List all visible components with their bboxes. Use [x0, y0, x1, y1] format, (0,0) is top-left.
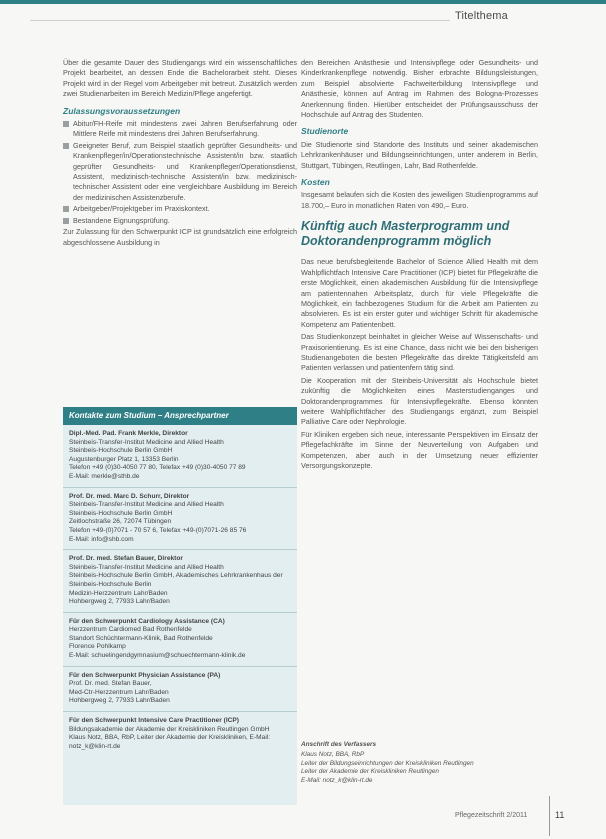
email-link[interactable]: E-Mail: merkle@sthb.de [69, 472, 140, 480]
contact-entry: Für den Schwerpunkt Intensive Care Practitioner (ICP) Bildungsakademie der Akademie der Kreiskliniken Reutlingen GmbH Klaus Notz, BBA, RbP, Leiter der Akademie der Kreiskliniken, E-Mail: notz_k@klin-rt.de [63, 712, 297, 756]
list-item: Bestandene Eignungsprüfung. [63, 216, 297, 226]
contacts-box-title: Kontakte zum Studium – Ansprechpartner [63, 407, 297, 425]
left-column [63, 58, 297, 250]
prereq-heading: Zulassungsvoraussetzungen [63, 105, 181, 116]
email-link[interactable]: Klaus Notz, BBA, RbP, Leiter der Akademie der Kreiskliniken, E-Mail: notz_k@klin-rt.de [69, 734, 271, 750]
cost-paragraph: Insgesamt belaufen sich die Kosten des jeweiligen Studienprogramms auf 18.700,– Euro in monatlichen Raten von 490,– Euro. [301, 190, 538, 210]
sites-paragraph: Die Studienorte sind Standorte des Instituts und seiner akademischen Lehrkrankenhäuser und Bildungseinrichtungen, unter anderem in Berlin, Stuttgart, Tübingen, Reutlingen, Lahr, Bad Rothenfelde. [301, 139, 538, 170]
contact-entry: Prof. Dr. med. Stefan Bauer, Direktor Steinbeis-Transfer-Institut Medicine and Allied Health Steinbeis-Hochschule Berlin GmbH, Akademisches Lehrkrankenhaus der Steinbeis-Hochschule Berlin Medizin-Herzzentrum Lahr/Baden Hohbergweg 2, 77933 Lahr/Baden [63, 550, 297, 613]
top-accent-bar [0, 0, 606, 4]
email-link[interactable]: E-Mail: info@shb.com [69, 535, 134, 543]
closing-paragraph: Zur Zulassung für den Schwerpunkt ICP ist grundsätzlich eine erfolgreich abgeschlossene Ausbildung in [63, 227, 297, 247]
list-item: Abitur/FH-Reife mit mindestens zwei Jahren Berufserfahrung oder Mittlere Reife mit mindestens drei Jahren Berufserfahrung. [63, 119, 297, 140]
article-subheadline: Künftig auch Masterprogramm und Doktorandenprogramm möglich [301, 219, 510, 249]
contact-entry: Prof. Dr. med. Marc D. Schurr, Direktor Steinbeis-Transfer-Institut Medicine and Allied Health Steinbeis-Hochschule Berlin GmbH Zeitlochstraße 26, 72074 Tübingen Telefon +49-(0)7071 - 70 57 6, Telefax +49-(0)7071-26 85 76 E-Mail: info@shb.com [63, 488, 297, 551]
continued-paragraph: den Bereichen Anästhesie und Intensivpflege oder Gesundheits- und Kinderkrankenpflege notwendig. Bisher erbrachte Bildungsleistungen, zum Beispiel absolvierte Fachweiterbildung Intensivpflege und Anästhesie, können auf Antrag im Rahmen des Bologna-Prozesses Anerkennung finden. Hierüber entscheidet der Prüfungsausschuss der Hochschule auf Antrag des Studenten. [301, 58, 538, 120]
list-item: Geeigneter Beruf, zum Beispiel staatlich geprüfter Gesundheits- und Krankenpfleger/in/Operationstechnische Assistent/in bzw. staatlich geprüfter Gesundheits- und Krankenpfleger/Operationsdienst, Assistent, medizinisch-technische Assistent/in bzw. medizinisch-technischer Assistent oder eine vergleichbare Ausbildung im Bereich der medizinischen Assistenzberufe. [63, 141, 297, 203]
bullet-square-icon [63, 121, 69, 127]
bullet-square-icon [63, 206, 69, 212]
header-rule [30, 20, 450, 21]
contacts-box [63, 407, 297, 805]
body-paragraph: Die Kooperation mit der Steinbeis-Universität als Hochschule bietet zukünftig die Möglichkeiten eines Masterstudienganges und Doktorandenprogrammes für Intensivpflegekräfte. Ebenso könnten weitere Wahlpflichtfächer des Studiengangs ergänzt, zum Beispiel Palliative Care oder Nephrologie. [301, 375, 538, 427]
contact-entry: Dipl.-Med. Pad. Frank Merkle, Direktor Steinbeis-Transfer-Institut Medicine and Allied Health Steinbeis-Hochschule Berlin GmbH Augustenburger Platz 1, 13353 Berlin Telefon +49 (0)30-4050 77 80, Telefax +49 (0)30-4050 77 89 E-Mail: merkle@sthb.de [63, 425, 297, 488]
body-paragraph: Das neue berufsbegleitende Bachelor of Science Allied Health mit dem Wahlpflichtfach Intensive Care Practitioner (ICP) bietet für Pflegekräfte die erste Möglichkeit, einen akademischen Ausbildung für die Intensivpflege am patientennahen Arbeitsplatz, durch für viele Pflegekräfte die Möglichkeit, ein fachbezogenes Studium für die Arbeit am Patienten zu absolvieren. Es ist ein erster guter und wichtiger Schritt für akademische Kompetenz am Patientenbett. [301, 257, 538, 329]
contact-entry: Für den Schwerpunkt Cardiology Assistance (CA) Herzzentrum Cardiomed Bad Rothenfelde Standort Schüchtermann-Klinik, Bad Rothenfelde Florence Pohlkamp E-Mail: schuelingendgymnasium@schuechtermann-klinik.de [63, 613, 297, 667]
list-item: Arbeitgeber/Projektgeber im Praxiskontext. [63, 204, 297, 214]
journal-footer: Pflegezeitschrift 2/2011 [455, 812, 528, 819]
section-label: Titelthema [455, 10, 508, 22]
page-number: 11 [555, 810, 565, 820]
right-column [301, 58, 538, 473]
email-link[interactable]: E-Mail: schuelingendgymnasium@schuechtermann-klinik.de [69, 652, 246, 660]
bullet-square-icon [63, 143, 69, 149]
email-link[interactable]: E-Mail: notz_k@klin-rt.de [301, 776, 373, 784]
footer-divider [549, 796, 550, 836]
bullet-square-icon [63, 218, 69, 224]
author-label: Anschrift des Verfassers [301, 741, 377, 748]
cost-heading: Kosten [301, 177, 330, 188]
sites-heading: Studienorte [301, 126, 349, 137]
contact-entry: Für den Schwerpunkt Physician Assistance (PA) Prof. Dr. med. Stefan Bauer, Med-Ctr-Herzzentrum Lahr/Baden Hohbergweg 2, 77933 Lahr/Baden [63, 667, 297, 712]
intro-paragraph: Über die gesamte Dauer des Studiengangs wird ein wissenschaftliches Projekt bearbeitet, an dessen Ende die Bachelorarbeit steht. Dieses Projekt wird in der Regel vom Arbeitgeber mit betreut. Zusätzlich werden zwei Studienarbeiten im Bereich Medizin/Pflege angefertigt. [63, 58, 297, 99]
body-paragraph: Für Kliniken ergeben sich neue, interessante Perspektiven im Einsatz der Pflegefachkräfte im Sinne der Neuverteilung von Aufgaben und Kompetenzen, aber auch in der Umsetzung neuer effizienter Versorgungskonzepte. [301, 429, 538, 470]
body-paragraph: Das Studienkonzept beinhaltet in gleicher Weise auf Wissenschafts- und Praxisorientierung. Es ist eine Chance, dass nicht wie bei den bisherigen Studienangeboten die besten Pflegekräfte das direkte Tätigkeitsfeld am Patienten verlassen und patientenfern tätig sind. [301, 332, 538, 373]
author-address: Anschrift des Verfassers Klaus Notz, BBA, RbP Leiter der Bildungseinrichtungen der Kreiskliniken Reutlingen Leiter der Akademie der Kreiskliniken Reutlingen E-Mail: notz_k@klin-rt.de [301, 741, 538, 785]
